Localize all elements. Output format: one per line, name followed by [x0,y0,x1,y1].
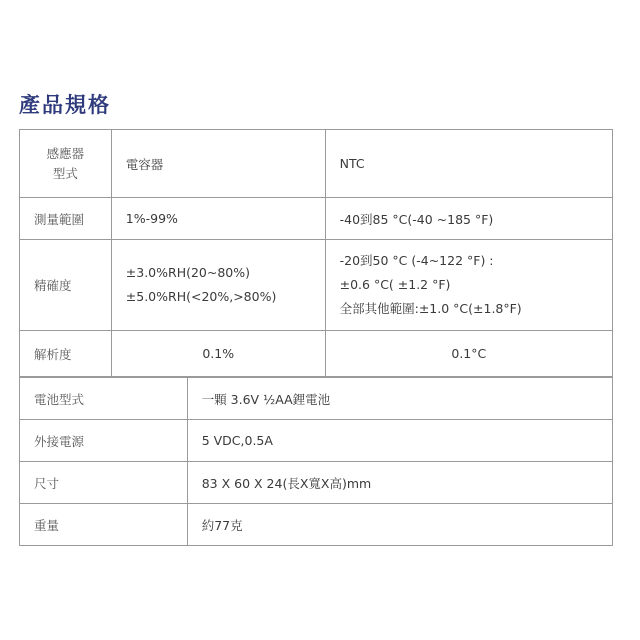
row-label-weight: 重量 [20,504,188,546]
humidity-accuracy-line: ±3.0%RH(20~80%) [125,265,251,280]
table-row [20,331,613,377]
row-label-sensor-type [20,130,112,198]
temperature-resolution: 0.1°C [325,331,612,377]
table-row [20,504,613,546]
temperature-sensor-type: NTC [325,130,612,198]
row-label-line: 型式 [52,165,78,181]
table-row [20,130,613,198]
row-label-measure-range: 測量範圍 [20,198,112,240]
table-row [20,462,613,504]
sensor-spec-table [19,129,613,377]
temperature-accuracy-line: 全部其他範圍:±1.0 °C(±1.8°F) [339,301,522,316]
row-label-dimensions: 尺寸 [20,462,188,504]
external-power-value: 5 VDC,0.5A [187,420,612,462]
weight-value: 約77克 [187,504,612,546]
dimensions-value: 83 X 60 X 24(長X寬X高)mm [187,462,612,504]
humidity-accuracy [111,240,325,331]
table-row [20,240,613,331]
temperature-accuracy [325,240,612,331]
humidity-measure-range: 1%-99% [111,198,325,240]
temperature-accuracy-line: -20到50 °C (-4~122 °F) : [339,253,494,268]
page-title: 產品規格 [19,93,111,117]
table-row [20,378,613,420]
row-label-line: 感應器 [46,145,85,161]
row-label-external-power: 外接電源 [20,420,188,462]
general-spec-table [19,377,613,546]
row-label-battery-type: 電池型式 [20,378,188,420]
humidity-accuracy-line: ±5.0%RH(<20%,>80%) [125,289,277,304]
humidity-resolution: 0.1% [111,331,325,377]
temperature-accuracy-line: ±0.6 °C( ±1.2 °F) [339,277,451,292]
row-label-accuracy: 精確度 [20,240,112,331]
row-label-resolution: 解析度 [20,331,112,377]
table-row [20,420,613,462]
battery-type-value: 一顆 3.6V ½AA鋰電池 [187,378,612,420]
humidity-sensor-type: 電容器 [111,130,325,198]
table-row [20,198,613,240]
temperature-measure-range: -40到85 °C(-40 ~185 °F) [325,198,612,240]
